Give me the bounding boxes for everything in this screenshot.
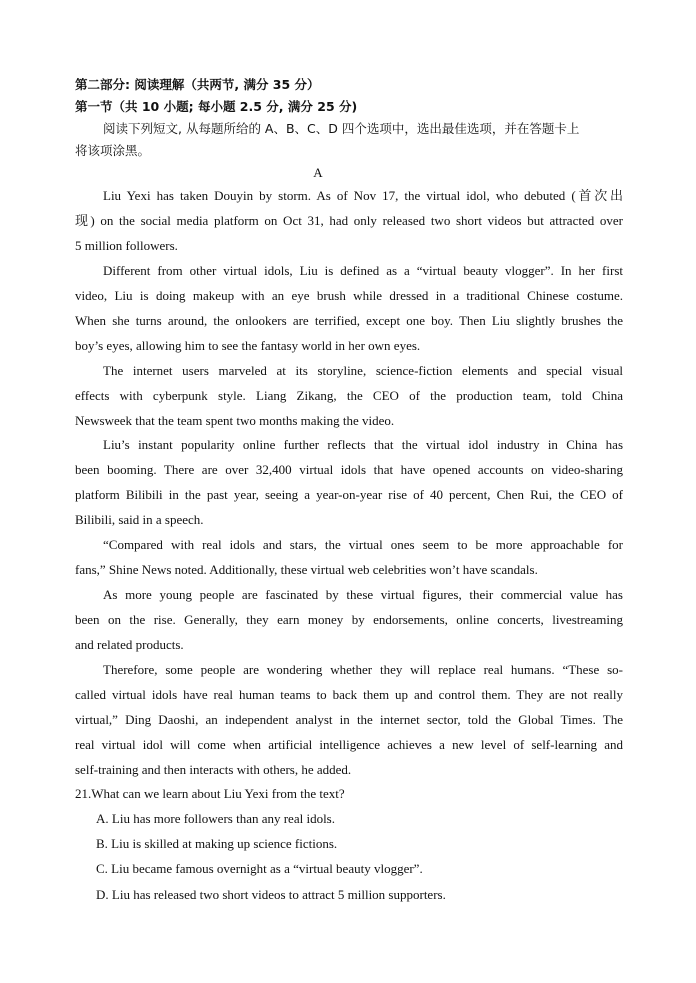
paragraph-5-line-2: fans,” Shine News noted. Additionally, these virtual web celebrities won’t have scandals.: [75, 562, 538, 577]
paragraph-4-line-2: been booming. There are over 32,400 virtual idols that have opened accounts on video-sharing: [75, 462, 623, 477]
option-d: D. Liu has released two short videos to attract 5 million supporters.: [96, 887, 446, 902]
paragraph-7-line-4: real virtual idol will come when artificial intelligence achieves a new level of self-learning and: [75, 737, 623, 752]
paragraph-4-line-4: Bilibili, said in a speech.: [75, 512, 204, 527]
paragraph-6-line-3: and related products.: [75, 637, 184, 652]
paragraph-7-line-2: called virtual idols have real human teams to back them up and control them. They are not really: [75, 687, 623, 702]
paragraph-7-line-1: Therefore, some people are wondering whether they will replace real humans. “These so-: [103, 662, 623, 677]
paragraph-1-line-2: 现) on the social media platform on Oct 31, had only released two short videos but attracted over: [75, 213, 623, 228]
paragraph-2-line-1: Different from other virtual idols, Liu is defined as a “virtual beauty vlogger”. In her first: [103, 263, 623, 278]
paragraph-5-line-1: “Compared with real idols and stars, the virtual ones seem to be more approachable for: [103, 537, 623, 552]
paragraph-7-line-5: self-training and then interacts with others, he added.: [75, 762, 352, 777]
paragraph-1-line-1: Liu Yexi has taken Douyin by storm. As of Nov 17, the virtual idol, who debuted (首次出: [103, 188, 623, 203]
paragraph-4-line-1: Liu’s instant popularity online further reflects that the virtual idol industry in China has: [103, 437, 623, 452]
paragraph-6-line-2: been on the rise. Generally, they earn money by endorsements, online concerts, livestreaming: [75, 612, 623, 627]
option-a: A. Liu has more followers than any real idols.: [96, 811, 335, 826]
section-subheading: 第一节（共 10 小题; 每小题 2.5 分, 满分 25 分): [75, 99, 358, 114]
paragraph-2-line-2: video, Liu is doing makeup with an eye brush while dressed in a traditional Chinese costume.: [75, 288, 623, 303]
paragraph-2-line-4: boy’s eyes, allowing him to see the fantasy world in her own eyes.: [75, 338, 421, 353]
paragraph-3-line-3: Newsweek that the team spent two months making the video.: [75, 413, 395, 428]
paragraph-6-line-1: As more young people are fascinated by these virtual figures, their commercial value has: [103, 587, 623, 602]
option-b: B. Liu is skilled at making up science fictions.: [96, 836, 338, 851]
paragraph-3-line-1: The internet users marveled at its storyline, science-fiction elements and special visual: [103, 363, 623, 378]
paragraph-1-line-3: 5 million followers.: [75, 238, 178, 253]
paragraph-7-line-3: virtual,” Ding Daoshi, an independent analyst in the internet sector, told the Global Times. The: [75, 712, 623, 727]
passage-label: A: [313, 165, 323, 180]
instructions-line-1: 阅读下列短文, 从每题所给的 A、B、C、D 四个选项中，选出最佳选项，并在答题卡上: [103, 121, 580, 136]
paragraph-3-line-2: effects with cyberpunk style. Liang Zikang, the CEO of the production team, told China: [75, 388, 623, 403]
instructions-line-2: 将该项涂黑。: [75, 143, 151, 158]
section-heading: 第二部分: 阅读理解（共两节, 满分 35 分）: [75, 77, 320, 92]
question-stem: 21.What can we learn about Liu Yexi from the text?: [75, 786, 345, 801]
option-c: C. Liu became famous overnight as a “virtual beauty vlogger”.: [96, 861, 423, 876]
paragraph-2-line-3: When she turns around, the onlookers are terrified, except one boy. Then Liu slightly brushes the: [75, 313, 623, 328]
paragraph-4-line-3: platform Bilibili in the past year, seeing a year-on-year rise of 40 percent, Chen Rui, the CEO of: [75, 487, 623, 502]
